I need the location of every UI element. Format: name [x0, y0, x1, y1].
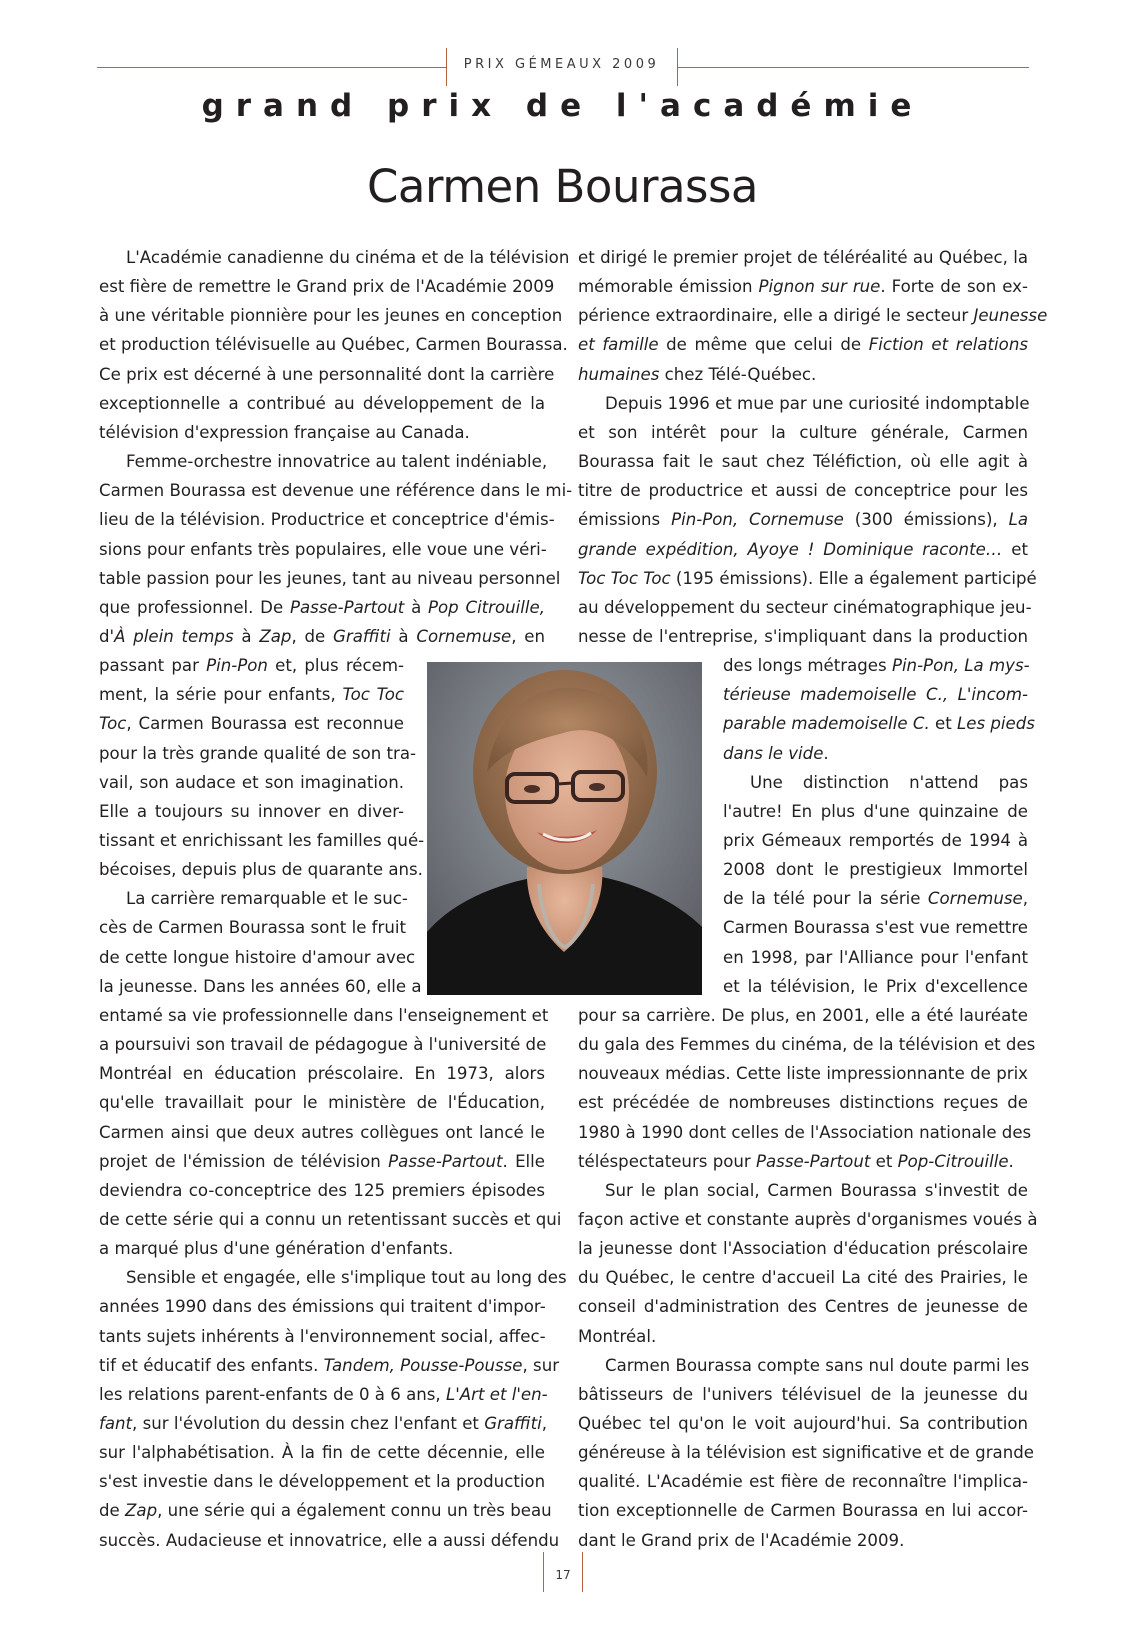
right-column-line: nesse de l'entreprise, s'impliquant dans la production	[578, 626, 1028, 646]
left-column-line: de cette série qui a connu un retentissant succès et qui	[99, 1209, 562, 1229]
left-column-line: La carrière remarquable et le suc-	[126, 889, 408, 909]
left-column-line: lieu de la télévision. Productrice et conceptrice d'émis-	[99, 510, 555, 530]
left-column-line: que professionnel. De Passe-Partout à Pop Citrouille,	[99, 597, 545, 617]
right-column-line: du gala des Femmes du cinéma, de la télévision et des	[578, 1035, 1036, 1055]
right-column-line: Carmen Bourassa compte sans nul doute parmi les	[605, 1355, 1030, 1375]
left-column-line: tants sujets inhérents à l'environnement social, affec-	[99, 1326, 546, 1346]
left-column-line: s'est investie dans le développement et la production	[99, 1472, 546, 1492]
left-column-line: Ce prix est décerné à une personnalité dont la carrière	[99, 364, 555, 384]
left-column-line: deviendra co-conceptrice des 125 premiers épisodes	[99, 1180, 545, 1200]
left-column-line: télévision d'expression française au Canada.	[99, 422, 470, 442]
right-column-line: Sur le plan social, Carmen Bourassa s'investit de	[605, 1180, 1028, 1200]
left-column-line: années 1990 dans des émissions qui traitent d'impor-	[99, 1297, 546, 1317]
right-column-line: prix Gémeaux remportés de 1994 à	[723, 831, 1028, 850]
left-column-line: fant, sur l'évolution du dessin chez l'enfant et Graffiti,	[99, 1414, 548, 1433]
right-column-line: la jeunesse dont l'Association d'éducation préscolaire	[578, 1239, 1028, 1259]
right-column-line: qualité. L'Académie est fière de reconnaître l'implica-	[578, 1472, 1028, 1492]
right-column-line: et dirigé le premier projet de téléréalité au Québec, la	[578, 248, 1028, 267]
right-column-line: grande expédition, Ayoye ! Dominique raconte… et	[578, 539, 1028, 559]
left-column-line: ment, la série pour enfants, Toc Toc	[99, 685, 404, 705]
right-column-line: humaines chez Télé-Québec.	[578, 364, 817, 384]
right-column-line: bâtisseurs de l'univers télévisuel de la jeunesse du	[578, 1384, 1028, 1404]
right-column-line: Québec tel qu'on le voit aujourd'hui. Sa contribution	[578, 1414, 1028, 1433]
right-column-line: titre de productrice et aussi de conceptrice pour les	[578, 481, 1028, 501]
right-column-line: des longs métrages Pin-Pon, La mys-	[723, 656, 1030, 676]
right-column-line: Carmen Bourassa s'est vue remettre	[723, 918, 1028, 938]
left-column-line: exceptionnelle a contribué au développement de la	[99, 393, 545, 413]
right-column-line: du Québec, le centre d'accueil La cité des Prairies, le	[578, 1268, 1028, 1288]
right-column-line: en 1998, par l'Alliance pour l'enfant	[723, 947, 1028, 967]
left-column-line: vail, son audace et son imagination.	[99, 772, 404, 792]
right-column-line: généreuse à la télévision est significative et de grande	[578, 1443, 1034, 1463]
right-column-line: l'autre! En plus d'une quinzaine de	[723, 801, 1028, 821]
person-name: Carmen Bourassa	[366, 160, 759, 213]
right-column-line: nouveaux médias. Cette liste impressionnante de prix	[578, 1064, 1028, 1084]
left-column-line: Carmen Bourassa est devenue une référence dans le mi-	[99, 481, 573, 501]
left-column-line: Femme-orchestre innovatrice au talent indéniable,	[126, 452, 548, 472]
right-column-line: tion exceptionnelle de Carmen Bourassa en lui accor-	[578, 1501, 1028, 1521]
left-column-line: Toc, Carmen Bourassa est reconnue	[99, 714, 404, 734]
left-column-line: à une véritable pionnière pour les jeunes en conception	[99, 306, 563, 326]
left-column-line: succès. Audacieuse et innovatrice, elle a aussi défendu	[99, 1530, 560, 1550]
left-column-line: de Zap, une série qui a également connu un très beau	[99, 1501, 552, 1521]
left-column-line: Elle a toujours su innover en diver-	[99, 801, 404, 821]
right-column-line: et son intérêt pour la culture générale, Carmen	[578, 422, 1028, 442]
left-column-line: tissant et enrichissant les familles qué-	[99, 831, 425, 850]
left-column-line: bécoises, depuis plus de quarante ans.	[99, 860, 423, 880]
right-column-line: Montréal.	[578, 1326, 657, 1346]
left-column-line: entamé sa vie professionnelle dans l'enseignement et	[99, 1005, 549, 1025]
header-rule-right	[677, 67, 1029, 68]
left-column-line: projet de l'émission de télévision Passe-Partout. Elle	[99, 1151, 545, 1171]
left-column-line: est fière de remettre le Grand prix de l'Académie 2009	[99, 277, 555, 297]
left-column-line: pour la très grande qualité de son tra-	[99, 743, 417, 763]
left-column-line: et production télévisuelle au Québec, Carmen Bourassa.	[99, 335, 568, 355]
right-column-line: téléspectateurs pour Passe-Partout et Pop-Citrouille.	[578, 1151, 1014, 1171]
left-column-line: Carmen ainsi que deux autres collègues ont lancé le	[99, 1122, 545, 1142]
right-column-line: Depuis 1996 et mue par une curiosité indomptable	[605, 393, 1030, 413]
kicker: PRIX GÉMEAUX 2009	[463, 57, 660, 72]
section-title: grand prix de l'académie	[201, 88, 924, 124]
left-column-line: sions pour enfants très populaires, elle voue une véri-	[99, 539, 547, 559]
left-column-line: a marqué plus d'une génération d'enfants.	[99, 1239, 454, 1259]
left-column-line: tif et éducatif des enfants. Tandem, Pousse-Pousse, sur	[99, 1355, 560, 1375]
header-divider-right	[677, 48, 678, 86]
left-column-line: de cette longue histoire d'amour avec	[99, 947, 416, 967]
right-column-line: façon active et constante auprès d'organismes voués à	[578, 1209, 1038, 1229]
left-column-line: les relations parent-enfants de 0 à 6 ans, L'Art et l'en-	[99, 1384, 548, 1404]
right-column-line: parable mademoiselle C. et Les pieds	[723, 714, 1035, 734]
right-column-line: périence extraordinaire, elle a dirigé le secteur Jeunesse	[578, 306, 1048, 326]
left-column-line: qu'elle travaillait pour le ministère de l'Éducation,	[99, 1093, 545, 1113]
page-number: 17	[555, 1568, 571, 1582]
right-column-line: conseil d'administration des Centres de jeunesse de	[578, 1297, 1028, 1317]
right-column-line: au développement du secteur cinématographique jeu-	[578, 597, 1032, 617]
right-column-line: et la télévision, le Prix d'excellence	[723, 976, 1028, 996]
right-column-line: et famille de même que celui de Fiction et relations	[578, 335, 1028, 355]
right-column-line: 2008 dont le prestigieux Immortel	[723, 860, 1028, 880]
right-column-line: dans le vide.	[723, 743, 829, 763]
right-column-line: 1980 à 1990 dont celles de l'Association nationale des	[578, 1122, 1032, 1142]
right-column-line: est précédée de nombreuses distinctions reçues de	[578, 1093, 1028, 1113]
right-column-line: pour sa carrière. De plus, en 2001, elle a été lauréate	[578, 1005, 1028, 1025]
right-column-line: dant le Grand prix de l'Académie 2009.	[578, 1530, 905, 1550]
right-column-line: térieuse mademoiselle C., L'incom-	[723, 685, 1028, 705]
left-column-line: passant par Pin-Pon et, plus récem-	[99, 656, 404, 676]
right-column-line: Une distinction n'attend pas	[750, 772, 1028, 792]
right-column-line: Bourassa fait le saut chez Téléfiction, où elle agit à	[578, 452, 1028, 472]
left-column-line: d'À plein temps à Zap, de Graffiti à Cornemuse, en	[99, 626, 545, 646]
left-column-line: la jeunesse. Dans les années 60, elle a	[99, 976, 422, 996]
portrait-illustration	[427, 662, 702, 995]
left-column-line: table passion pour les jeunes, tant au niveau personnel	[99, 568, 561, 588]
left-column-line: L'Académie canadienne du cinéma et de la télévision	[126, 248, 570, 267]
right-column-line: émissions Pin-Pon, Cornemuse (300 émissions), La	[578, 510, 1028, 530]
left-column-line: sur l'alphabétisation. À la fin de cette décennie, elle	[99, 1443, 545, 1463]
portrait-photo	[427, 662, 702, 995]
right-column-line: mémorable émission Pignon sur rue. Forte de son ex-	[578, 277, 1028, 297]
left-column-line: Sensible et engagée, elle s'implique tout au long des	[126, 1268, 567, 1288]
right-column-line: de la télé pour la série Cornemuse,	[723, 889, 1028, 909]
left-column-line: cès de Carmen Bourassa sont le fruit	[99, 918, 406, 938]
left-column-line: a poursuivi son travail de pédagogue à l'université de	[99, 1035, 547, 1055]
header-rule-left	[97, 67, 446, 68]
left-column-line: Montréal en éducation préscolaire. En 1973, alors	[99, 1064, 545, 1084]
right-column-line: Toc Toc Toc (195 émissions). Elle a également participé	[578, 568, 1037, 588]
